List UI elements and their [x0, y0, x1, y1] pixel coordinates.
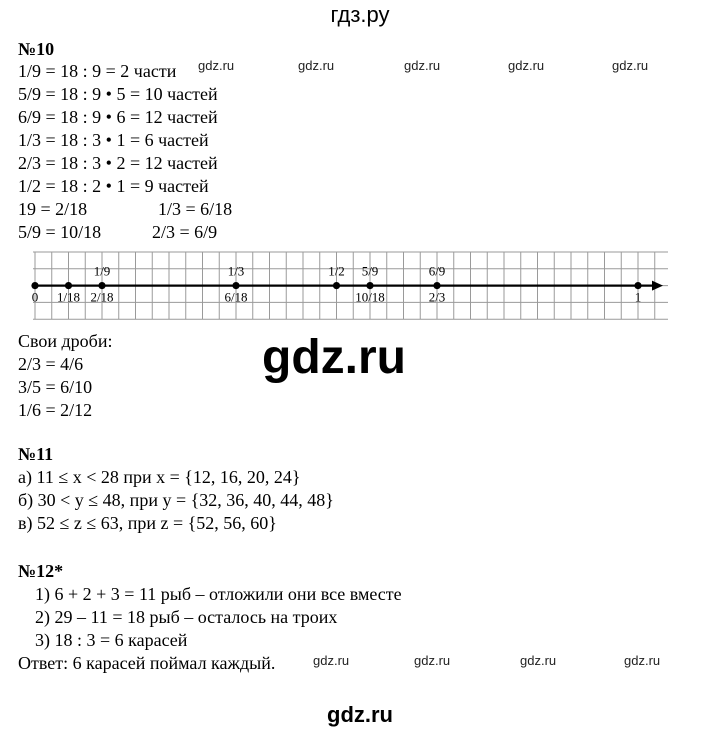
number-line-point [232, 282, 239, 289]
task10-pair-left: 5/9 = 10/18 [18, 222, 102, 242]
watermark-small: gdz.ru [414, 653, 451, 668]
number-line-point [433, 282, 440, 289]
task12-answer: Ответ: 6 карасей поймал каждый. [18, 653, 276, 673]
task10-pair-right: 1/3 = 6/18 [158, 199, 233, 219]
number-line-point [333, 282, 340, 289]
number-line-point [98, 282, 105, 289]
watermark-small: gdz.ru [404, 58, 441, 73]
point-label-top: 1/3 [227, 263, 245, 279]
number-line-point [65, 282, 72, 289]
watermark-small: gdz.ru [520, 653, 557, 668]
task10-pair-right: 2/3 = 6/9 [152, 222, 218, 242]
point-label-bottom: 0 [31, 289, 39, 305]
watermark-small: gdz.ru [298, 58, 335, 73]
own-fraction: 2/3 = 4/6 [18, 354, 84, 374]
watermark-small: gdz.ru [624, 653, 661, 668]
task11-line: в) 52 ≤ z ≤ 63, при z = {52, 56, 60} [18, 513, 277, 533]
own-fraction: 1/6 = 2/12 [18, 400, 93, 420]
point-label-bottom: 6/18 [224, 289, 248, 305]
number-line-point [31, 282, 38, 289]
task10-line: 1/9 = 18 : 9 = 2 части [18, 61, 177, 81]
task12-title: №12* [18, 561, 64, 581]
task10-line: 5/9 = 18 : 9 • 5 = 10 частей [18, 84, 218, 104]
number-line-point [634, 282, 641, 289]
point-label-top: 1/2 [328, 263, 345, 279]
task12-line: 2) 29 – 11 = 18 рыб – осталось на троих [35, 607, 338, 627]
task10-title: №10 [18, 39, 55, 59]
footer-watermark: gdz.ru [327, 702, 393, 727]
point-label-bottom: 1/18 [56, 289, 81, 305]
task12-line: 3) 18 : 3 = 6 карасей [35, 630, 188, 650]
point-label-top: 1/9 [93, 263, 111, 279]
point-label-top: 6/9 [428, 263, 446, 279]
point-label-top: 5/9 [361, 263, 379, 279]
point-label-bottom: 1 [634, 289, 642, 305]
point-label-bottom: 2/18 [90, 289, 114, 305]
watermark-small: gdz.ru [508, 58, 545, 73]
point-label-bottom: 10/18 [355, 289, 385, 305]
number-line-diagram [0, 248, 720, 328]
watermark-small: gdz.ru [198, 58, 235, 73]
header-watermark: гдз.ру [330, 2, 390, 27]
task10-line: 6/9 = 18 : 9 • 6 = 12 частей [18, 107, 218, 127]
number-line-point [366, 282, 373, 289]
center-watermark: gdz.ru [262, 331, 406, 384]
own-fractions-title: Свои дроби: [18, 331, 113, 351]
axis-arrow-icon [652, 281, 663, 291]
task11-title: №11 [18, 444, 54, 464]
watermark-small: gdz.ru [313, 653, 350, 668]
point-label-bottom: 2/3 [428, 289, 446, 305]
task10-line: 2/3 = 18 : 3 • 2 = 12 частей [18, 153, 218, 173]
watermark-small: gdz.ru [612, 58, 649, 73]
task10-line: 1/3 = 18 : 3 • 1 = 6 частей [18, 130, 209, 150]
task11-line: а) 11 ≤ x < 28 при x = {12, 16, 20, 24} [18, 467, 301, 487]
own-fraction: 3/5 = 6/10 [18, 377, 93, 397]
task10-pair-left: 19 = 2/18 [18, 199, 88, 219]
task10-line: 1/2 = 18 : 2 • 1 = 9 частей [18, 176, 209, 196]
task12-line: 1) 6 + 2 + 3 = 11 рыб – отложили они все вместе [35, 584, 402, 604]
task11-line: б) 30 < y ≤ 48, при y = {32, 36, 40, 44, 48} [18, 490, 334, 510]
